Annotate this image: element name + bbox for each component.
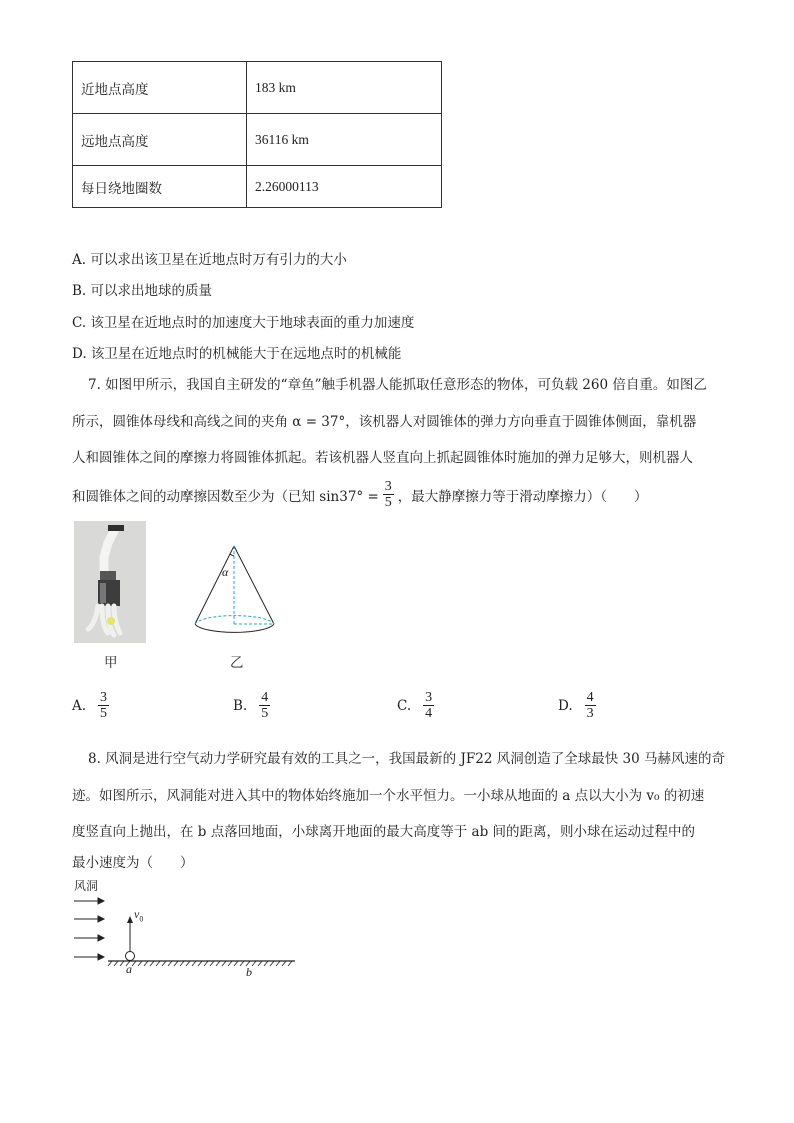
q7-line4-suffix: ，最大静摩擦力等于滑动摩擦力）（ ） bbox=[397, 488, 648, 505]
satellite-data-table bbox=[72, 61, 442, 208]
q6-option-a: A. 可以求出该卫星在近地点时万有引力的大小 bbox=[72, 252, 347, 268]
figure-jia-caption: 甲 bbox=[104, 655, 118, 671]
q6-option-b: B. 可以求出地球的质量 bbox=[72, 283, 213, 299]
option-letter: A. bbox=[72, 697, 87, 714]
table-cell-value: 183 km bbox=[247, 62, 442, 114]
option-fraction bbox=[98, 690, 109, 721]
q7-option-a bbox=[72, 690, 109, 721]
wind-tunnel-label: 风洞 bbox=[74, 879, 99, 893]
octopus-robot-illustration bbox=[74, 521, 146, 643]
q6-option-d: D. 该卫星在近地点时的机械能大于在远地点时的机械能 bbox=[72, 346, 402, 362]
q7-text-line4 bbox=[72, 479, 648, 510]
fraction-numerator: 4 bbox=[586, 690, 594, 705]
v0-subscript: 0 bbox=[139, 914, 144, 924]
option-letter: B. bbox=[233, 697, 248, 714]
table-row bbox=[73, 114, 442, 166]
fraction-numerator: 3 bbox=[100, 690, 108, 705]
q7-text-line3: 人和圆锥体之间的摩擦力将圆锥体抓起。若该机器人竖直向上抓起圆锥体时施加的弹力足够大，则机器人 bbox=[72, 450, 693, 466]
q8-text-line2: 迹。如图所示，风洞能对进入其中的物体始终施加一个水平恒力。一小球从地面的 a 点以大小为 v₀ 的初速 bbox=[72, 788, 705, 804]
q8-text-line1: 8. 风洞是进行空气动力学研究最有效的工具之一，我国最新的 JF22 风洞创造了全球最快 30 马赫风速的奇 bbox=[88, 751, 725, 767]
option-letter: C. bbox=[397, 697, 412, 714]
figure-yi-caption: 乙 bbox=[230, 655, 244, 671]
table-cell-label: 近地点高度 bbox=[73, 62, 247, 114]
table-cell-label: 每日绕地圈数 bbox=[73, 166, 247, 208]
option-letter: D. bbox=[558, 697, 573, 714]
q7-option-b bbox=[233, 690, 270, 721]
v0-label bbox=[134, 907, 143, 923]
fraction-denominator: 4 bbox=[425, 706, 433, 721]
table-cell-value: 2.26000113 bbox=[247, 166, 442, 208]
fraction-denominator: 5 bbox=[261, 706, 269, 721]
option-fraction bbox=[423, 690, 434, 721]
wind-tunnel-diagram bbox=[70, 893, 300, 983]
q7-line4-prefix: 和圆锥体之间的动摩擦因数至少为（已知 sin37° = bbox=[72, 488, 379, 505]
q7-text-line2: 所示，圆锥体母线和高线之间的夹角 α = 37°，该机器人对圆锥体的弹力方向垂直于圆锥体侧面，靠机器 bbox=[72, 414, 697, 430]
point-a-label: a bbox=[126, 962, 132, 976]
fraction-numerator: 4 bbox=[261, 690, 269, 705]
fraction-denominator: 3 bbox=[586, 706, 594, 721]
fraction-denominator: 5 bbox=[100, 706, 108, 721]
q8-text-line3: 度竖直向上抛出，在 b 点落回地面，小球离开地面的最大高度等于 ab 间的距离，则小球在运动过程中的 bbox=[72, 824, 695, 840]
octopus-robot-photo bbox=[74, 521, 146, 643]
table-cell-value: 36116 km bbox=[247, 114, 442, 166]
q6-option-c: C. 该卫星在近地点时的加速度大于地球表面的重力加速度 bbox=[72, 315, 415, 331]
fraction-denominator: 5 bbox=[384, 495, 392, 510]
fraction-numerator: 3 bbox=[425, 690, 433, 705]
cone-diagram bbox=[190, 540, 285, 645]
q7-sin-fraction bbox=[383, 479, 394, 510]
q7-option-d bbox=[558, 690, 596, 721]
table-row bbox=[73, 62, 442, 114]
point-b-label: b bbox=[246, 965, 252, 979]
option-fraction bbox=[259, 690, 270, 721]
option-fraction bbox=[585, 690, 596, 721]
table-row bbox=[73, 166, 442, 208]
fraction-numerator: 3 bbox=[384, 479, 392, 494]
table-cell-label: 远地点高度 bbox=[73, 114, 247, 166]
q7-text-line1: 7. 如图甲所示，我国自主研发的“章鱼”触手机器人能抓取任意形态的物体，可负载 260 倍自重。如图乙 bbox=[88, 377, 707, 393]
v0-letter: v bbox=[134, 907, 140, 921]
q7-option-c bbox=[397, 690, 434, 721]
alpha-label: α bbox=[222, 565, 229, 579]
q8-text-line4: 最小速度为（ ） bbox=[72, 855, 194, 871]
